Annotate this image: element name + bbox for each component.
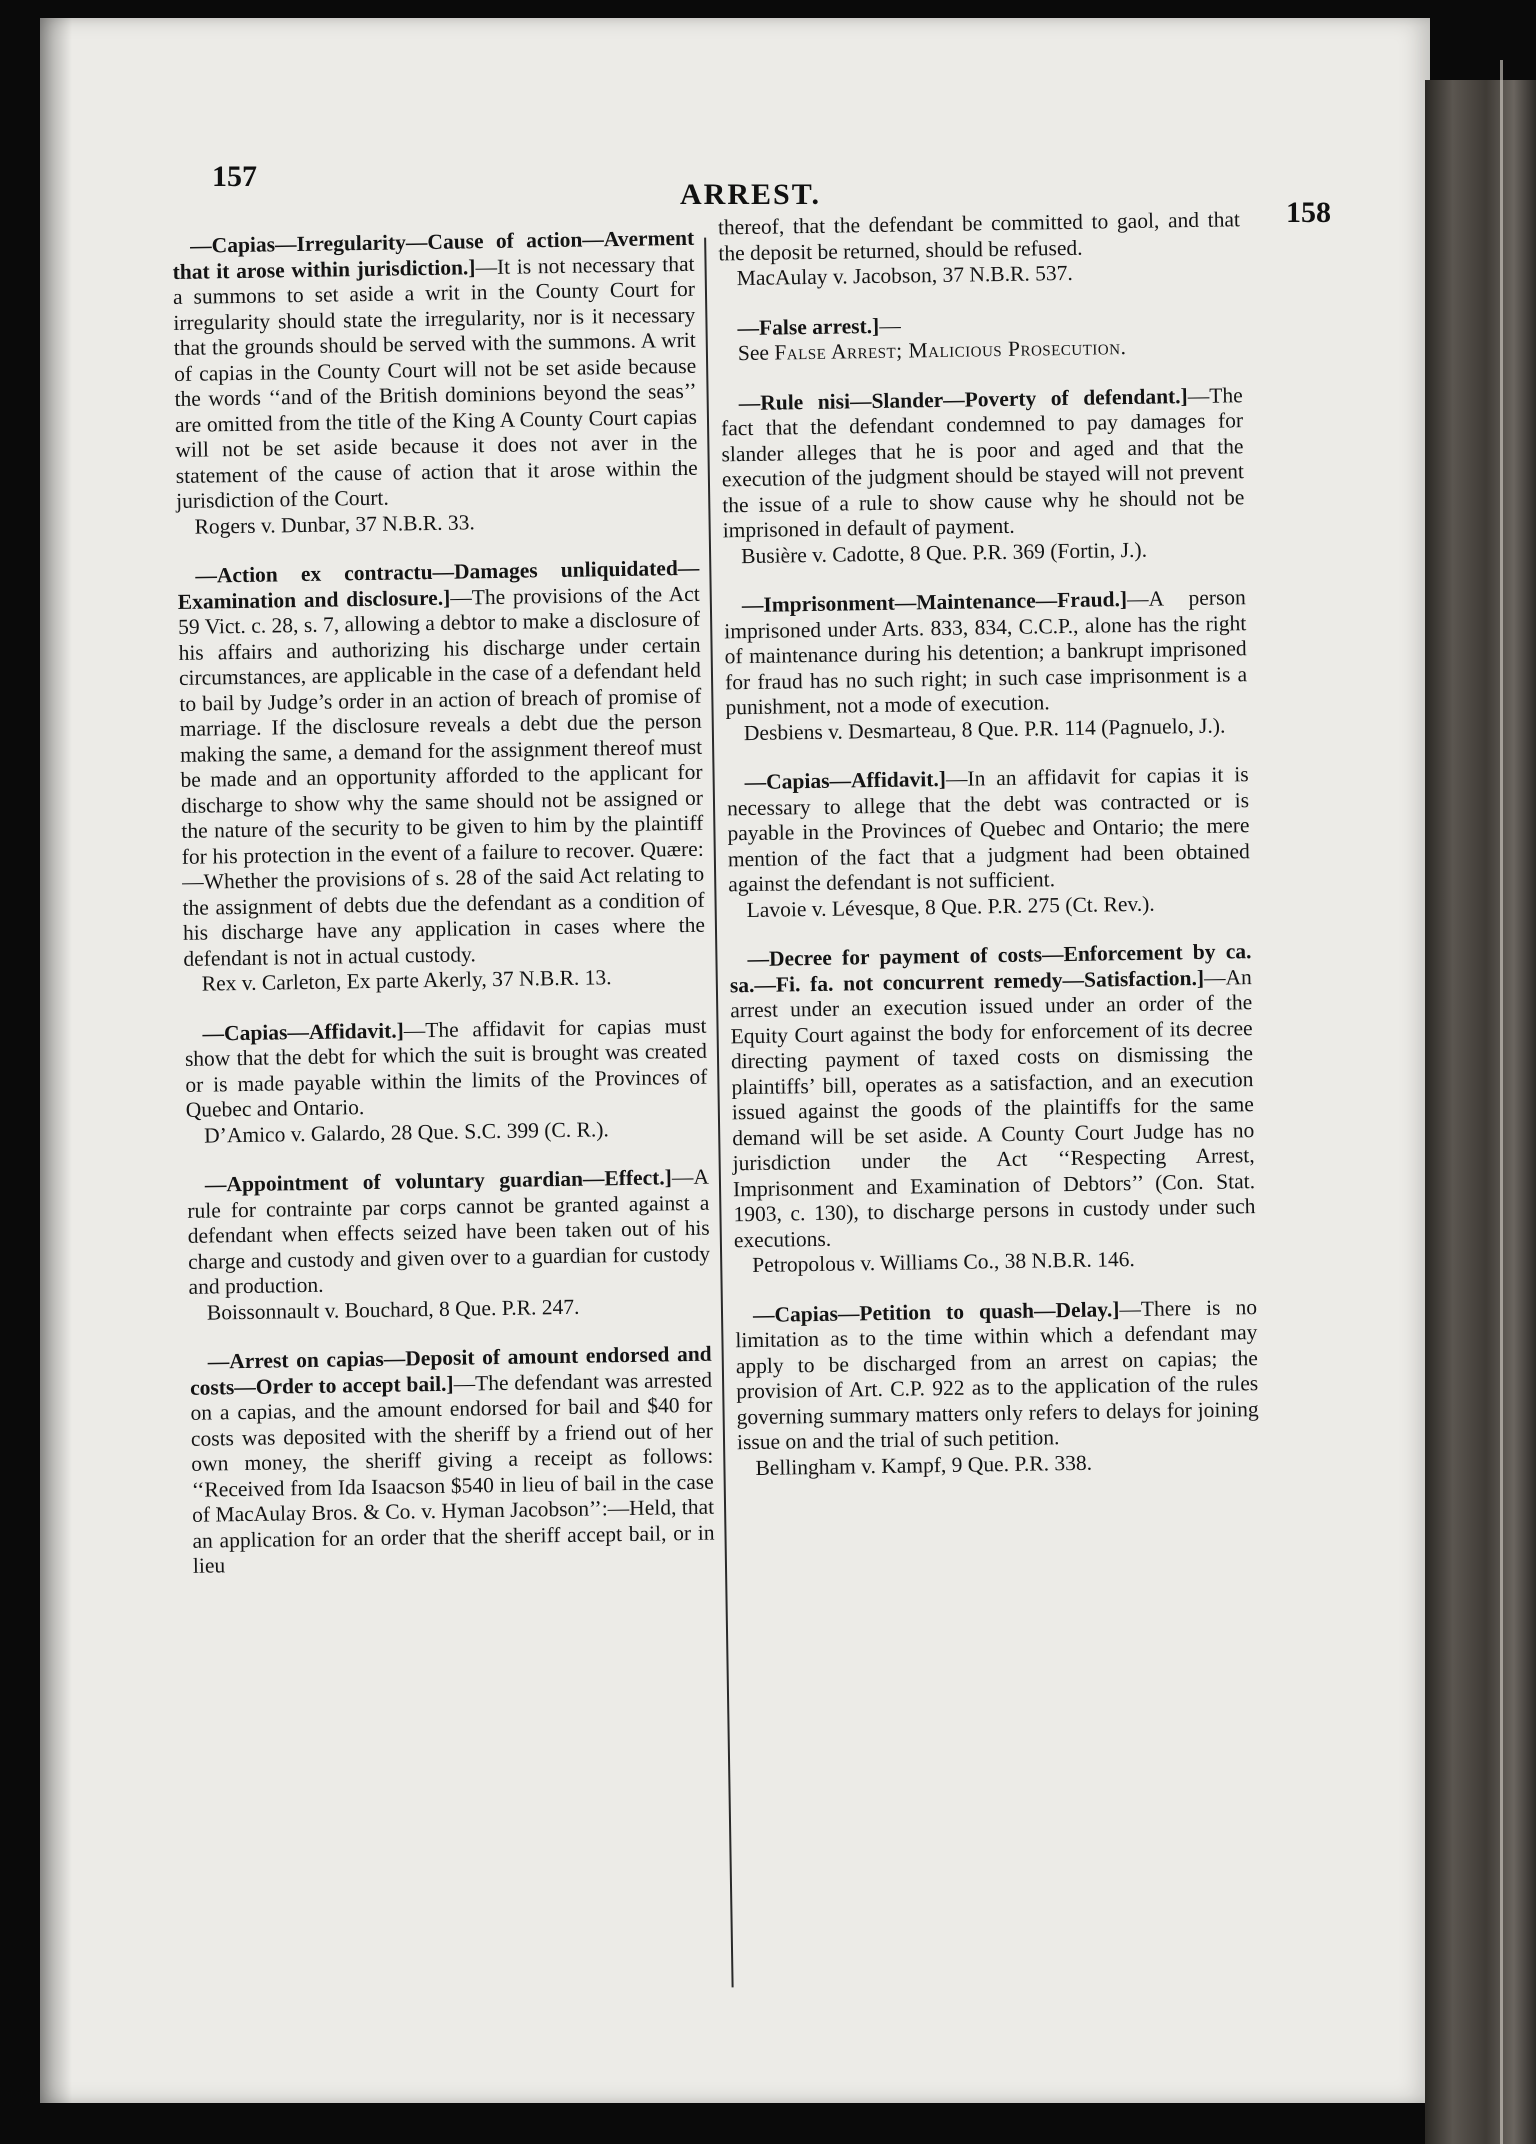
entry-citation: Busière v. Cadotte, 8 Que. P.R. 369 (Fortin, J.).	[740, 537, 1148, 568]
digest-entry	[721, 383, 1246, 570]
entry-text: —A person imprisoned under Arts. 833, 834, C.C.P., alone has the right of maintenance during his detention; a bankrupt imprisoned for fraud has no such right; in such case imprisonment is a punishment, not a mode of execution.	[724, 585, 1248, 720]
running-title: ARREST.	[680, 178, 821, 211]
entry-citation: Petropolous v. Williams Co., 38 N.B.R. 146.	[752, 1247, 1135, 1278]
entry-citation: Lavoie v. Lévesque, 8 Que. P.R. 275 (Ct. Rev.).	[746, 891, 1155, 922]
entry-citation: Desbiens v. Desmarteau, 8 Que. P.R. 114 (Pagnuelo, J.).	[743, 713, 1226, 745]
entry-heading: —Appointment of voluntary guardian—Effect.]	[204, 1165, 673, 1197]
see-prefix: See	[737, 340, 770, 366]
entry-citation: Rogers v. Dunbar, 37 N.B.R. 33.	[194, 509, 475, 539]
entry-text: —The affidavit for capias must show that the debt for which the suit is brought was created or is made payable within the limits of the Provinces of Quebec and Ontario.	[184, 1013, 708, 1122]
entry-citation: Bellingham v. Kampf, 9 Que. P.R. 338.	[755, 1450, 1093, 1480]
page-number-right: 158	[1286, 196, 1331, 229]
digest-entry	[172, 226, 699, 540]
see-references: False Arrest; Malicious Prosecution.	[774, 335, 1127, 365]
entry-text: —A rule for contrainte par corps cannot be granted against a defendant when effects seized have been taken out of his charge and custody and given over to a guardian for custody and production.	[187, 1164, 711, 1299]
entry-citation: D’Amico v. Galardo, 28 Que. S.C. 399 (C. R.).	[203, 1116, 609, 1148]
digest-entry	[735, 1295, 1260, 1482]
digest-entry	[187, 1165, 711, 1326]
entry-heading: —Action ex contractu—Damages unliquidated—Examination and disclosure.]	[177, 555, 700, 614]
digest-entry	[719, 308, 1242, 367]
running-head	[160, 150, 1341, 229]
right-column	[718, 207, 1260, 1505]
entry-heading: —False arrest.]	[737, 313, 880, 340]
entry-text: —	[879, 313, 901, 338]
entry-heading: —Decree for payment of costs—Enforcement by ca. sa.—Fi. fa. not concurrent remedy—Satisfaction.]	[729, 939, 1252, 997]
entry-text: —In an affidavit for capias it is necessary to allege that the debt was contracted or is payable in the Provinces of Quebec and Ontario; the mere mention of the fact that a judgment had been obtained against the defendant is not sufficient.	[726, 762, 1251, 897]
entry-text: —The fact that the defendant condemned to pay damages for slander alleges that he is poor and aged and that the execution of the judgment should be stayed will not prevent the issue of a rule to show cause why he should not be imprisoned in default of payment.	[720, 382, 1245, 543]
digest-entry	[726, 762, 1250, 923]
entry-heading: —Capias—Irregularity—Cause of action—Averment that it arose within jurisdiction.]	[172, 225, 695, 284]
digest-entry	[190, 1342, 716, 1580]
text-columns	[172, 207, 1268, 2034]
entry-heading: —Capias—Petition to quash—Delay.]	[752, 1296, 1120, 1327]
left-column	[172, 226, 715, 1604]
entry-heading: —Capias—Affidavit.]	[202, 1017, 405, 1046]
entry-text: —The defendant was arrested on a capias, and the amount endorsed for bail and $40 for costs was deposited with the sheriff by a friend out of her own money, the sheriff giving a receipt as follows: ‘‘Received from Ida Isaacson $540 in lieu of bail in the case of MacAulay Bros. & Co. v. Hyman Jacobson’’:—Held, that an application for an order that the sheriff accept bail, or in lieu	[190, 1367, 715, 1578]
entry-heading: —Capias—Affidavit.]	[744, 766, 947, 795]
entry-text: —An arrest under an execution issued under an order of the Equity Court against the body for enforcement of its decree directing payment of taxed costs on dismissing the plaintiffs’ bill, operates as a satisfaction, and an execution issued against the goods of the plaintiffs for the same demand will be set aside. A County Court Judge has no jurisdiction under the Act ‘‘Respecting Arrest, Imprisonment and Examination of Debtors’’ (Con. Stat. 1903, c. 130), to discharge persons in custody under such executions.	[730, 964, 1256, 1252]
page-edge-line	[1500, 60, 1503, 2144]
entry-heading: —Imprisonment—Maintenance—Fraud.]	[741, 587, 1128, 618]
entry-citation: Boissonnault v. Bouchard, 8 Que. P.R. 247.	[206, 1294, 580, 1325]
page-number-left: 157	[212, 160, 257, 193]
entry-heading: —Arrest on capias—Deposit of amount endorsed and costs—Order to accept bail.]	[189, 1341, 712, 1400]
entry-text: —It is not necessary that a summons to set aside a writ in the County Court for irregularity should state the irregularity, nor is it necessary that the grounds should be served with the summons. A writ of capias in the County Court will not be set aside because the words ‘‘and of the British dominions beyond the seas’’ are omitted from the title of the King A County Court capias will not be set aside because it does not aver in the statement of the cause of action that it arose within the jurisdiction of the Court.	[172, 251, 698, 513]
digest-entry	[718, 207, 1241, 292]
entry-text: —The provisions of the Act 59 Vict. c. 28, s. 7, allowing a debtor to make a disclosure of his affairs and authorizing his discharge under certain circumstances, are applicable in the case of a defendant held to bail by Judge’s order in an action of breach of promise of marriage. If the disclosure reveals a debt due the person making the same, a demand for the assignment thereof must be made and an opportunity afforded to the applicant for discharge to show why the same should not be assigned or the nature of the security to be given to him by the plaintiff for his protection in the event of a failure to recover. Quære:—Whether the provisions of s. 28 of the said Act relating to the assignment of debts due the defendant as a condition of his discharge have any application in cases where the defendant is not in actual custody.	[177, 581, 706, 971]
entry-citation: MacAulay v. Jacobson, 37 N.B.R. 537.	[736, 260, 1073, 291]
book-spine	[1425, 80, 1536, 2144]
entry-text: thereof, that the defendant be committed to gaol, and that the deposit be returned, should be refused.	[717, 207, 1241, 265]
digest-entry	[724, 585, 1248, 746]
digest-entry	[177, 556, 706, 998]
digest-entry	[184, 1013, 708, 1149]
entry-citation: Rex v. Carleton, Ex parte Akerly, 37 N.B.R. 13.	[201, 965, 612, 996]
entry-heading: —Rule nisi—Slander—Poverty of defendant.]	[738, 383, 1188, 415]
entry-text: —There is no limitation as to the time within which a defendant may apply to be discharged from an arrest on capias; the provision of Art. C.P. 922 as to the application of the rules governing summary matters only refers to delays for joining issue on and the trial of such petition.	[735, 1294, 1259, 1455]
digest-entry	[729, 939, 1256, 1279]
page-gutter-shadow	[40, 18, 72, 2103]
